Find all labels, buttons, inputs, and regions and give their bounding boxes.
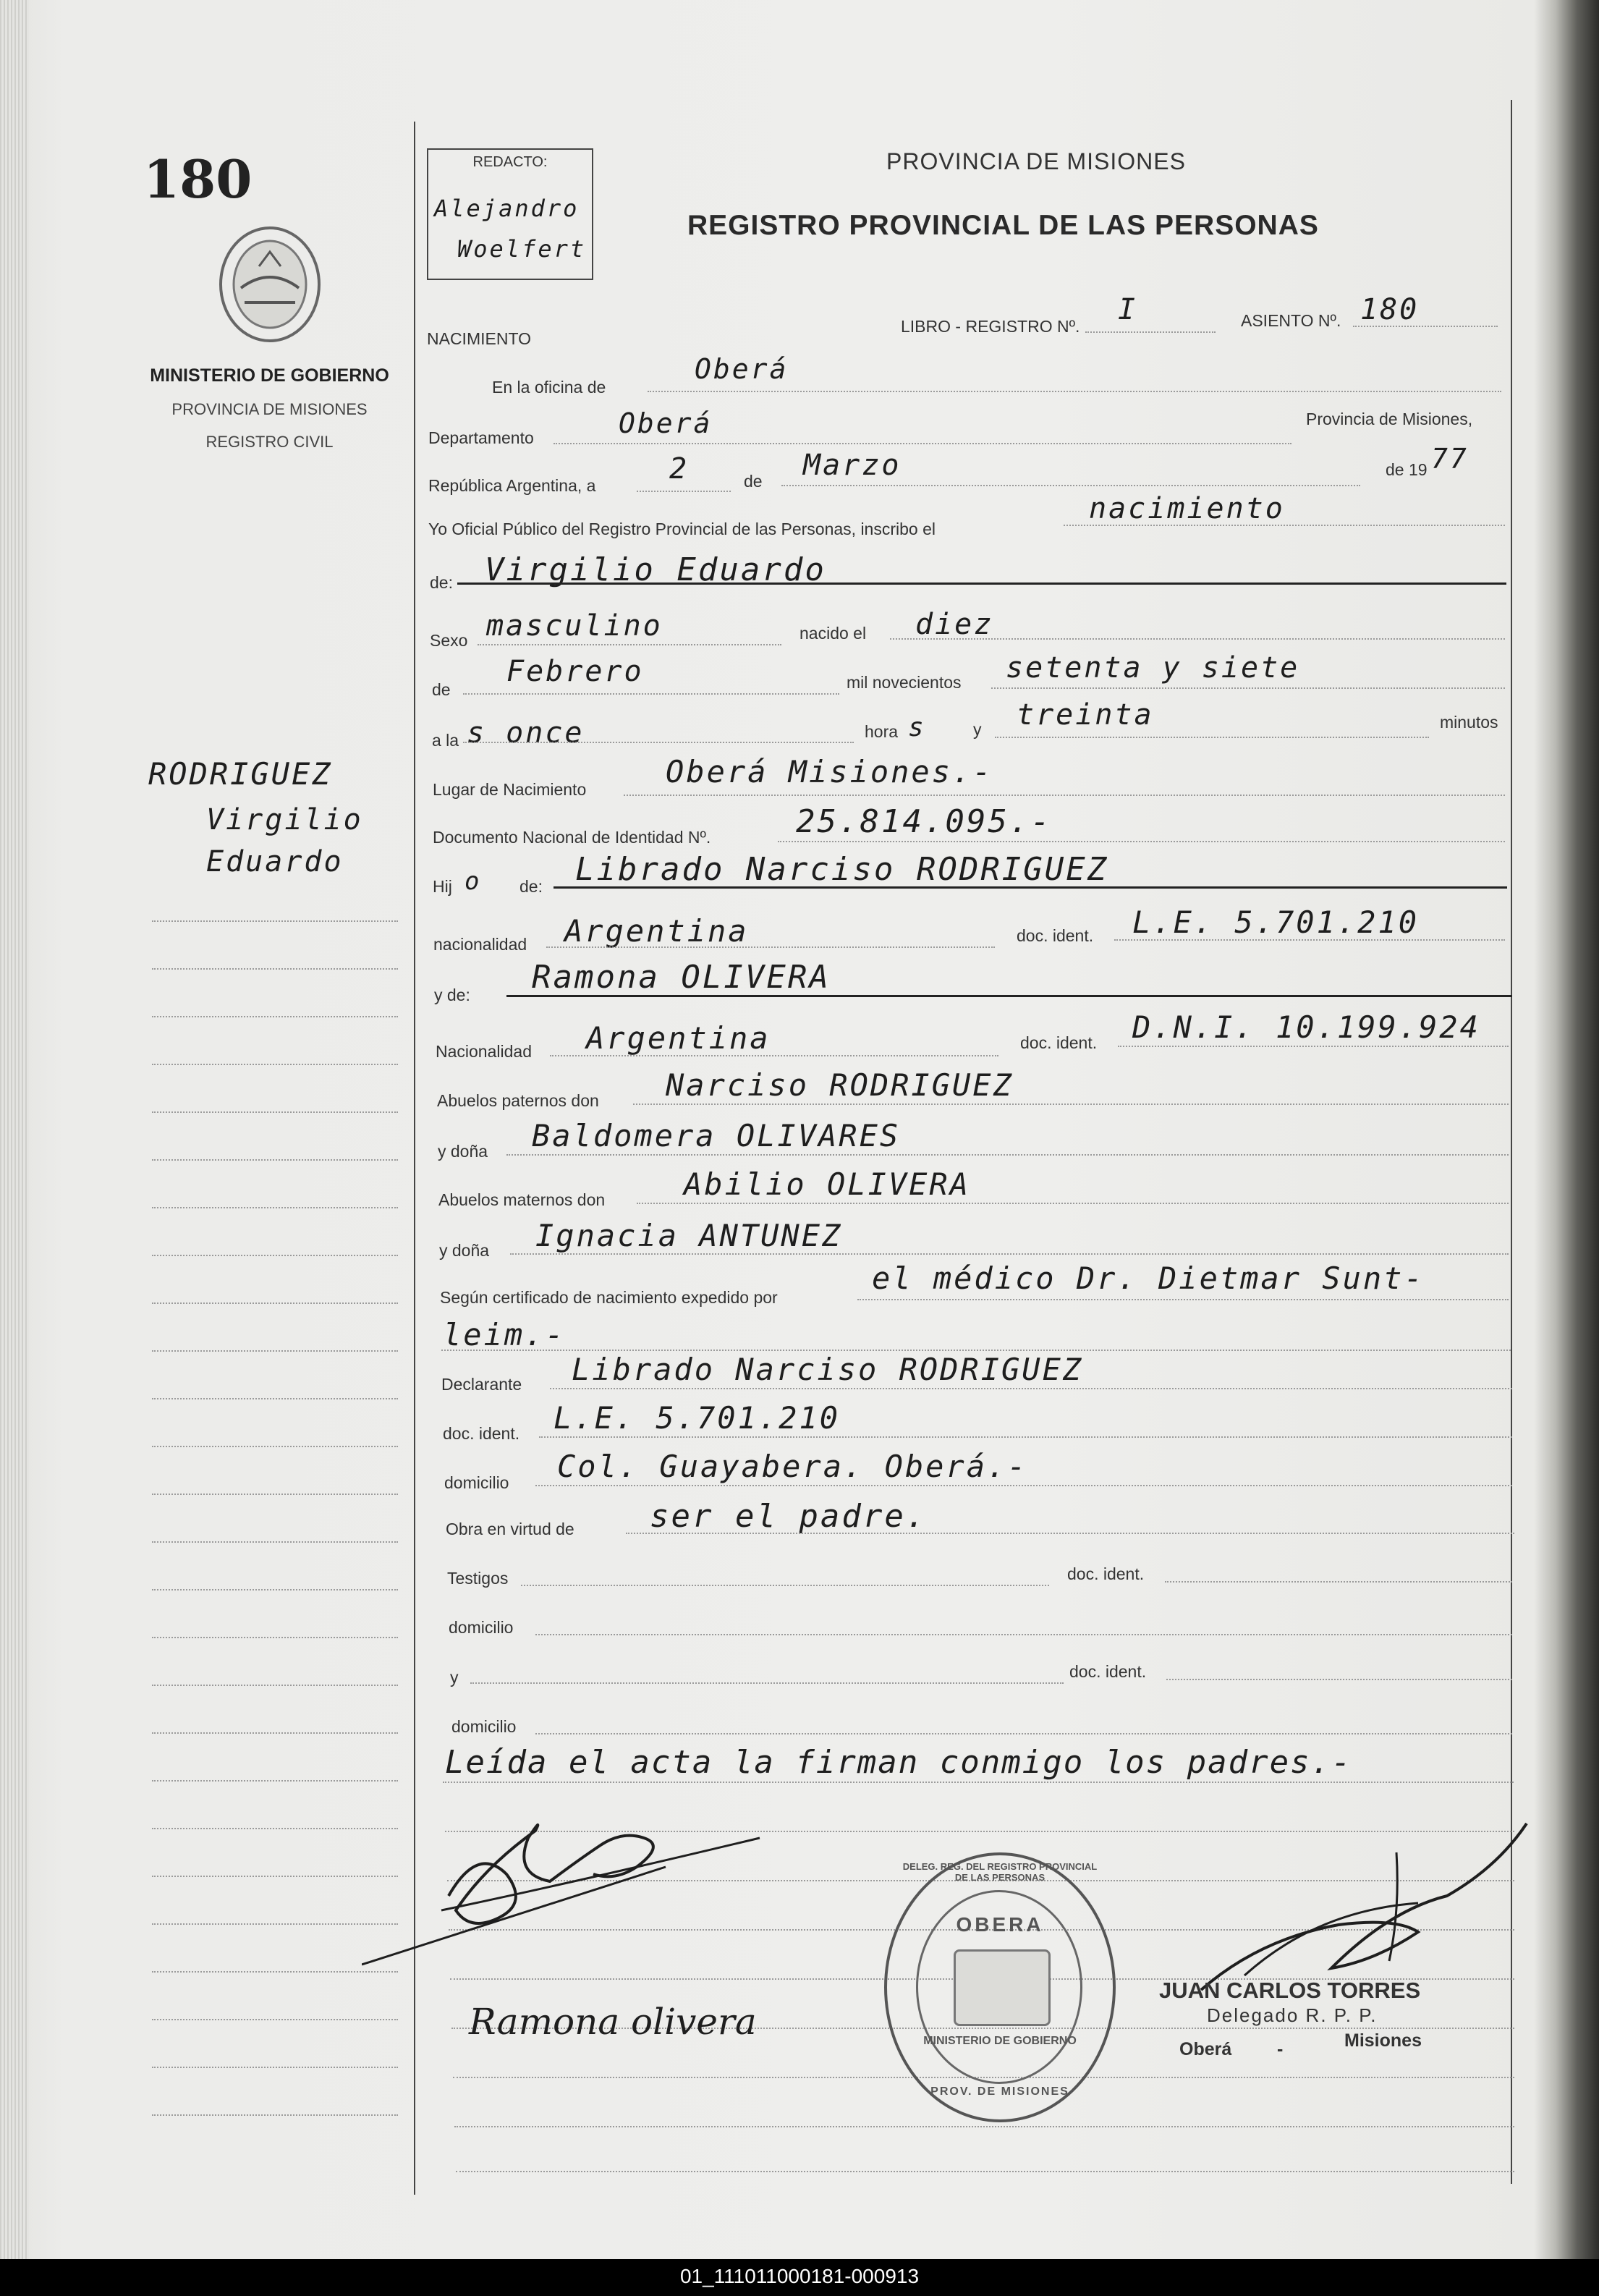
minutos-value: treinta xyxy=(1017,698,1154,732)
yo-oficial-label: Yo Oficial Público del Registro Provincial de las Personas, inscribo el xyxy=(428,520,936,538)
anio-value: 77 xyxy=(1431,443,1469,475)
decl-doc-line xyxy=(539,1436,1512,1438)
dni-line xyxy=(778,841,1505,842)
obra-label: Obra en virtud de xyxy=(446,1520,574,1538)
padre-doc-value: L.E. 5.701.210 xyxy=(1132,905,1420,940)
testigos-doc-label: doc. ident. xyxy=(1067,1564,1145,1583)
asiento-label: ASIENTO Nº. xyxy=(1241,311,1341,330)
minutos-line xyxy=(995,737,1429,738)
nac-mes-value: Febrero xyxy=(506,655,644,688)
nombre-line xyxy=(457,583,1506,585)
declarante-value: Librado Narciso RODRIGUEZ xyxy=(572,1352,1084,1387)
madre-line xyxy=(506,995,1512,997)
testigo2-doc-label: doc. ident. xyxy=(1069,1662,1147,1681)
ydona-mat-label: y doña xyxy=(439,1241,490,1260)
margin-line xyxy=(152,1876,398,1877)
republica-label: República Argentina, a xyxy=(428,476,596,495)
official-region: Misiones xyxy=(1344,2030,1422,2051)
dia-value: 2 xyxy=(669,452,690,486)
madre-doc-value: D.N.I. 10.199.924 xyxy=(1132,1009,1480,1045)
asiento-line xyxy=(1353,326,1498,327)
margin-line xyxy=(152,1589,398,1590)
margin-line xyxy=(152,1780,398,1782)
departamento-label: Departamento xyxy=(428,428,534,447)
margin-surname: RODRIGUEZ xyxy=(148,756,333,792)
sexo-line xyxy=(478,644,781,645)
de-nombre-label: de: xyxy=(430,573,453,592)
abuela-mat-value: Ignacia ANTUNEZ xyxy=(535,1218,843,1253)
seal-ministry: MINISTERIO DE GOBIERNO xyxy=(923,2035,1077,2047)
asiento-value: 180 xyxy=(1360,293,1420,326)
page-number: 180 xyxy=(143,148,253,210)
libro-line xyxy=(1085,331,1216,333)
margin-line xyxy=(152,1159,398,1161)
declarante-line xyxy=(550,1388,1512,1389)
margin-line xyxy=(152,968,398,970)
margin-line xyxy=(152,2067,398,2068)
yde-label: y de: xyxy=(434,986,470,1004)
margin-line xyxy=(152,1446,398,1447)
redacto-label: REDACTO: xyxy=(472,154,548,170)
seal-ring-text: DELEG. REG. DEL REGISTRO PROVINCIAL DE LAS PERSONAS xyxy=(902,1861,1098,1883)
madre-doc-label: doc. ident. xyxy=(1020,1033,1098,1052)
margin-line xyxy=(152,1828,398,1829)
hijo-suffix: o xyxy=(465,867,482,896)
abuelo-mat-value: Abilio OLIVERA xyxy=(684,1166,971,1202)
testigo2-y-label: y xyxy=(450,1668,459,1687)
departamento-value: Oberá xyxy=(619,407,713,439)
hora-value: s once xyxy=(467,716,585,750)
inscribo-value: nacimiento xyxy=(1089,492,1285,525)
madre-value: Ramona OLIVERA xyxy=(532,959,831,996)
hijo-de-label: de: xyxy=(519,877,543,896)
margin-line xyxy=(152,1207,398,1208)
oficina-line xyxy=(648,391,1501,392)
margin-line xyxy=(152,1685,398,1686)
official-seal xyxy=(884,1852,1116,2122)
margin-line xyxy=(152,1255,398,1256)
libro-label: LIBRO - REGISTRO Nº. xyxy=(901,317,1080,336)
domicilio-line xyxy=(535,1485,1512,1486)
margin-line xyxy=(152,1494,398,1495)
nac-mes-line xyxy=(463,693,839,695)
hora-line xyxy=(463,742,854,743)
nac-anio-line xyxy=(991,687,1505,689)
certificado-line xyxy=(857,1299,1509,1300)
y-label: y xyxy=(973,720,982,739)
margin-name-2: Eduardo xyxy=(206,845,344,878)
nacimiento-label: NACIMIENTO xyxy=(427,329,531,348)
margin-line xyxy=(152,1971,398,1973)
padre-nac-value: Argentina xyxy=(564,913,749,949)
ministry-province: PROVINCIA DE MISIONES xyxy=(171,400,368,418)
abuelos-pat-label: Abuelos paternos don xyxy=(437,1091,599,1110)
signature-line xyxy=(456,2171,1514,2172)
padre-doc-label: doc. ident. xyxy=(1017,926,1094,945)
declarante-label: Declarante xyxy=(441,1375,522,1394)
testigos-doc-line xyxy=(1165,1581,1512,1583)
de-nac-mes-label: de xyxy=(432,680,451,699)
abuela-pat-value: Baldomera OLIVARES xyxy=(532,1118,901,1153)
closing-line xyxy=(443,1782,1514,1783)
certificado-value-2: leim.- xyxy=(443,1317,566,1352)
nombre-value: Virgilio Eduardo xyxy=(485,551,826,588)
margin-line xyxy=(152,920,398,922)
testigo2-domicilio-line xyxy=(535,1733,1512,1734)
sexo-value: masculino xyxy=(486,609,663,643)
testigos-line xyxy=(521,1585,1049,1586)
seal-emblem-icon xyxy=(954,1949,1051,2026)
seal-city: OBERA xyxy=(956,1913,1044,1936)
closing-statement: Leída el acta la firman conmigo los padres.- xyxy=(445,1744,1352,1781)
madre-nac-line xyxy=(550,1055,998,1056)
lugar-value: Oberá Misiones.- xyxy=(666,754,993,789)
decl-doc-label: doc. ident. xyxy=(443,1424,520,1443)
abuela-mat-line xyxy=(510,1253,1509,1255)
de19-label: de 19 xyxy=(1386,460,1428,479)
minutos-label: minutos xyxy=(1440,713,1498,732)
obra-value: ser el padre. xyxy=(650,1498,928,1535)
official-city: Oberá xyxy=(1179,2039,1232,2059)
margin-line xyxy=(152,1541,398,1543)
departamento-line xyxy=(554,443,1292,444)
testigos-domicilio-line xyxy=(535,1634,1512,1635)
decl-doc-value: L.E. 5.701.210 xyxy=(554,1400,841,1436)
abuelo-pat-value: Narciso RODRIGUEZ xyxy=(666,1067,1014,1103)
mother-signature: Ramona olivera xyxy=(469,2001,757,2043)
testigo2-doc-line xyxy=(1166,1679,1512,1680)
margin-line xyxy=(152,1302,398,1304)
testigos-domicilio-label: domicilio xyxy=(449,1618,514,1637)
province-title: PROVINCIA DE MISIONES xyxy=(886,148,1186,174)
margin-line xyxy=(152,2019,398,2020)
coat-of-arms-emblem xyxy=(216,223,324,346)
margin-line xyxy=(152,1111,398,1113)
padre-line xyxy=(554,886,1507,889)
domicilio-label: domicilio xyxy=(444,1473,509,1492)
margin-line xyxy=(152,1350,398,1352)
margin-line xyxy=(152,1732,398,1734)
padre-value: Librado Narciso RODRIGUEZ xyxy=(575,851,1109,888)
ministry-title: MINISTERIO DE GOBIERNO xyxy=(150,365,389,386)
book-binding xyxy=(0,0,29,2259)
nacido-value: diez xyxy=(915,608,994,641)
mil-label: mil novecientos xyxy=(847,673,962,692)
registry-title: REGISTRO PROVINCIAL DE LAS PERSONAS xyxy=(687,210,1319,241)
mes-line xyxy=(781,485,1360,486)
testigo2-domicilio-label: domicilio xyxy=(451,1717,517,1736)
official-title: Delegado R. P. P. xyxy=(1207,2004,1378,2026)
official-name: JUAN CARLOS TORRES xyxy=(1159,1978,1421,2003)
nac-anio-value: setenta y siete xyxy=(1006,651,1300,685)
margin-line xyxy=(152,1637,398,1638)
certificado-label: Según certificado de nacimiento expedido por xyxy=(440,1288,778,1307)
domicilio-value: Col. Guayabera. Oberá.- xyxy=(557,1449,1028,1484)
file-id: 01_111011000181-000913 xyxy=(679,2265,920,2287)
dni-value: 25.814.095.- xyxy=(796,803,1052,840)
official-dash: - xyxy=(1277,2039,1284,2059)
redacto-box xyxy=(427,148,593,280)
redacto-name-2: Woelfert xyxy=(457,235,587,263)
dia-line xyxy=(637,491,731,492)
margin-line xyxy=(152,1016,398,1017)
ministry-office: REGISTRO CIVIL xyxy=(205,433,334,451)
madre-nac-label: Nacionalidad xyxy=(436,1042,532,1061)
seal-province: PROV. DE MISIONES xyxy=(930,2085,1069,2098)
madre-doc-line xyxy=(1118,1046,1509,1047)
certificado-value: el médico Dr. Dietmar Sunt- xyxy=(872,1261,1425,1296)
father-signature xyxy=(362,1787,796,1975)
margin-line xyxy=(152,2114,398,2116)
testigos-label: Testigos xyxy=(447,1569,509,1588)
provincia-label: Provincia de Misiones, xyxy=(1306,410,1473,428)
ydona-pat-label: y doña xyxy=(438,1142,488,1161)
signature-line xyxy=(454,2126,1514,2127)
margin-line xyxy=(152,1923,398,1925)
margin-name-1: Virgilio xyxy=(206,803,363,836)
lugar-line xyxy=(624,795,1505,796)
redacto-name-1: Alejandro xyxy=(434,195,580,222)
padre-nac-label: nacionalidad xyxy=(433,935,527,954)
libro-value: I xyxy=(1118,293,1138,326)
abuelo-pat-line xyxy=(633,1103,1509,1105)
margin-line xyxy=(152,1398,398,1399)
nacido-line xyxy=(890,638,1505,640)
padre-nac-line xyxy=(546,946,995,948)
de-mes-label: de xyxy=(744,472,763,491)
oficina-label: En la oficina de xyxy=(492,378,606,397)
abuelos-mat-label: Abuelos maternos don xyxy=(438,1190,606,1209)
testigo2-line xyxy=(470,1682,1064,1684)
file-footer xyxy=(0,2259,1599,2296)
abuelo-mat-line xyxy=(637,1203,1509,1204)
certificado-line-2 xyxy=(441,1350,1511,1351)
dni-label: Documento Nacional de Identidad Nº. xyxy=(433,828,711,847)
oficina-value: Oberá xyxy=(695,353,789,385)
margin-line xyxy=(152,1064,398,1065)
hijo-label: Hij xyxy=(433,877,452,896)
padre-doc-line xyxy=(1114,939,1505,941)
horas-label: hora xyxy=(865,722,899,741)
alas-label: a la xyxy=(432,731,459,750)
madre-nac-value: Argentina xyxy=(586,1020,771,1056)
nacido-label: nacido el xyxy=(800,624,867,643)
sexo-label: Sexo xyxy=(430,631,468,650)
mes-value: Marzo xyxy=(803,449,902,482)
lugar-label: Lugar de Nacimiento xyxy=(433,780,587,799)
abuela-pat-line xyxy=(506,1154,1509,1156)
horas-suffix: s xyxy=(908,713,926,742)
obra-line xyxy=(626,1533,1514,1534)
inscribo-line xyxy=(1064,525,1505,526)
